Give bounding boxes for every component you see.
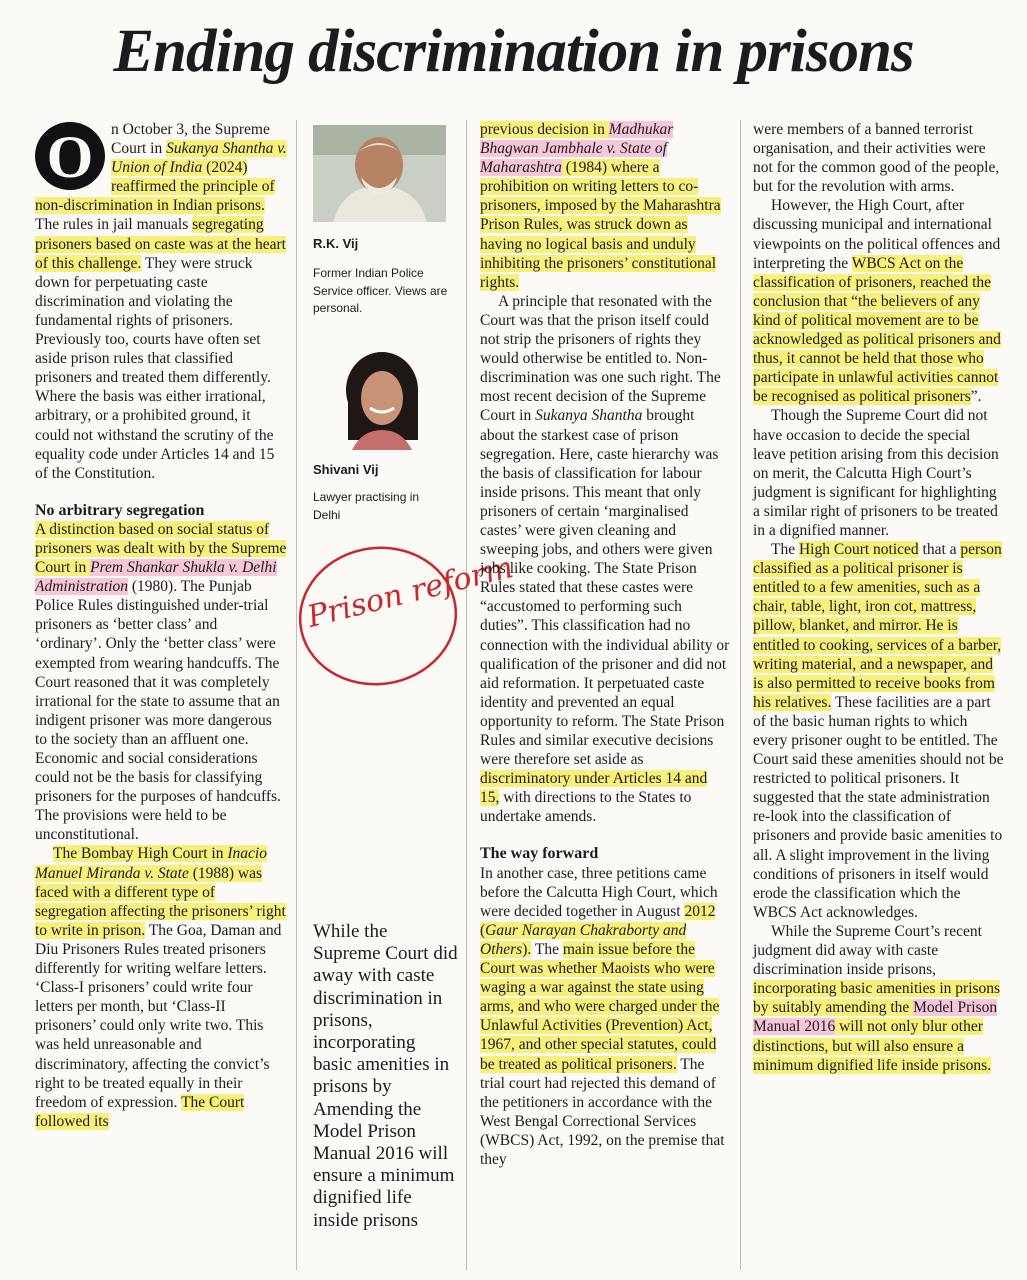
author-photo-rk-vij <box>313 125 446 222</box>
author-portrait-image <box>340 350 425 450</box>
column-divider <box>466 120 467 1270</box>
column-divider <box>740 120 741 1270</box>
article-column-4 <box>753 120 1005 1270</box>
article-column-3 <box>480 120 730 1270</box>
article-paragraph: previous decision in Madhukar Bhagwan Jambhale v. State of Maharashtra (1984) where a prohibition on writing letters to co-prisoners, imposed by the Maharashtra Prison Rules, was struck down as having no logical basis and unduly inhibiting the prisoners’ constitutional rights. <box>480 121 721 291</box>
handwritten-note-stamp <box>292 540 517 690</box>
article-paragraph: O n October 3, the Supreme Court in Sukanya Shantha v. Union of India (2024) reaffirmed the principle of non-discrimination in Indian prisons. The rules in jail manuals segregating prisoners based on caste was at the heart of this challenge. They were struck down for perpetuating caste discrimination and violating the fundamental rights of prisoners. Previously too, courts have often set aside prison rules that classified prisoners and treated them differently. Where the basis was either irrational, arbitrary, or a prohibited ground, it could not withstand the scrutiny of the equality code under Articles 14 and 15 of the Constitution. <box>35 121 287 482</box>
article-paragraph: The Bombay High Court in Inacio Manuel Miranda v. State (1988) was faced with a different type of segregation affecting the prisoners’ right to write in prison. The Goa, Daman and Diu Prisoners Rules treated prisoners differently for writing welfare letters. ‘Class-I prisoners’ could write four letters per month, but ‘Class-II prisoners’ could only write two. This was held unreasonable and discriminatory, affecting the convict’s right to be treated equally in their freedom of expression. The Court followed its <box>35 845 286 1130</box>
handwritten-note: Prison reform <box>304 550 517 635</box>
author-name: Shivani Vij <box>313 462 379 477</box>
drop-cap: O <box>35 122 105 190</box>
article-paragraph: were members of a banned terrorist organisation, and their activities were not for the common good of the people, but for the revolution with arms. <box>753 121 1000 196</box>
section-heading: No arbitrary segregation <box>35 501 205 519</box>
author-description: Lawyer practising in Delhi <box>313 490 420 522</box>
article-paragraph: While the Supreme Court’s recent judgment did away with caste discrimination inside prisons, incorporating basic amenities in prisons by suitably amending the Model Prison Manual 2016 will not only blur other distinctions, but will also ensure a minimum dignified life inside prisons. <box>753 922 1001 1074</box>
author-portrait-image <box>313 125 446 222</box>
author-description: Former Indian Police Service officer. Views are personal. <box>313 266 448 315</box>
pull-quote: While the Supreme Court did away with caste discrimination in prisons, incorporating basic amenities in prisons by Amending the Model Prison Manual 2016 will ensure a minimum dignified life inside prisons <box>313 921 458 1231</box>
article-paragraph: In another case, three petitions came before the Calcutta High Court, which were decided together in August 2012 (Gaur Narayan Chakraborty and Others). The main issue before the Court was whether Maoists who were waging a war against the state using arms, and who were charged under the Unlawful Activities (Prevention) Act, 1967, and other special statutes, could be treated as political prisoners. The trial court had rejected this demand of the petitioners in accordance with the West Bengal Correctional Services (WBCS) Act, 1992, on the premise that they <box>480 864 725 1168</box>
article-column-1 <box>35 120 287 1270</box>
page-title: Ending discrimination in prisons <box>113 18 914 85</box>
author-name: R.K. Vij <box>313 236 359 251</box>
article-paragraph: However, the High Court, after discussing municipal and international viewpoints on the political offences and interpreting the WBCS Act on the classification of prisoners, reached the conclusion that “the believers of any kind of political movement are to be acknowledged as political prisoners and thus, it cannot be held that those who participate in unlawful activities cannot be recognised as political prisoners”. <box>753 197 1001 406</box>
column-divider <box>296 120 297 1270</box>
author-photo-shivani-vij <box>340 350 425 450</box>
article-paragraph: A distinction based on social status of prisoners was dealt with by the Supreme Court in Prem Shankar Shukla v. Delhi Administration (1980). The Punjab Police Rules distinguished under-trial prisoners as ‘better class’ and ‘ordinary’. Only the ‘better class’ were exempted from wearing handcuffs. The Court reasoned that it was completely irrational for the state to assume that an indigent prisoner was more dangerous to the society than an affluent one. Economic and social considerations could not be the basis for classifying prisoners for the purposes of handcuffs. The provisions were held to be unconstitutional. <box>35 520 287 844</box>
article-paragraph: A principle that resonated with the Court was that the prison itself could not strip the prisoners of rights they would otherwise be entitled to. Non-discrimination was one such right. The most recent decision of the Supreme Court in Sukanya Shantha brought about the starkest case of prison segregation. Here, caste hierarchy was the basis of classification for labour inside prisons. This meant that only prisoners of certain ‘marginalised castes’ were given cleaning and sweeping jobs, and others were given jobs like cooking. The State Prison Rules stated that these castes were “accustomed to performing such duties”. This classification had no connection with the individual ability or qualification of the prisoner and did not aid reformation. It perpetuated caste identity and prevented an equal opportunity to reform. The State Prison Rules and similar executive decisions were therefore set aside as discriminatory under Articles 14 and 15, with directions to the States to undertake amends. <box>480 292 730 826</box>
article-paragraph: Though the Supreme Court did not have occasion to decide the special leave petition arising from this decision on merit, the Calcutta High Court’s judgment is significant for highlighting a similar right of prisoners to be treated in a dignified manner. <box>753 407 999 539</box>
article-paragraph: The High Court noticed that a person classified as a political prisoner is entitled to a few amenities, such as a chair, table, light, iron cot, mattress, pillow, blanket, and mirror. He is entitled to cooking, services of a barber, writing material, and a newspaper, and is also permitted to receive books from his relatives. These facilities are a part of the basic human rights to which every prisoner ought to be entitled. The Court said these amenities should not be restricted to political prisoners. It suggested that the state administration re-look into the classification of prisoners and provide basic amenities to all. A slight improvement in the living conditions of prisoners in itself would erode the classification which the WBCS Act acknowledges. <box>753 541 1004 921</box>
section-heading: The way forward <box>480 845 599 863</box>
